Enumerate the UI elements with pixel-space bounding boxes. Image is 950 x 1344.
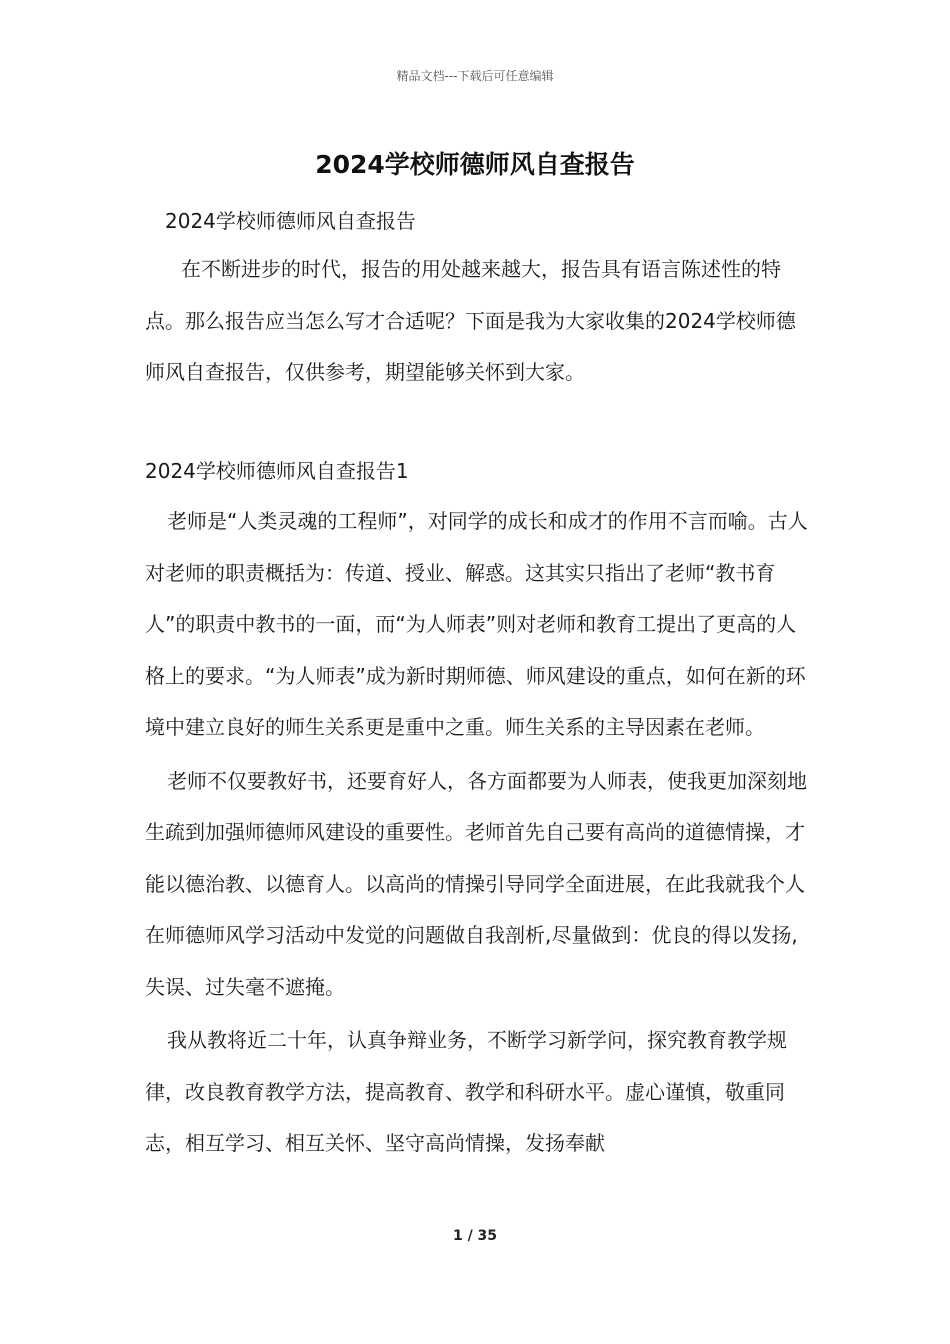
body-paragraph-3: 我从教将近二十年，认真争辩业务，不断学习新学问，探究教育教学规律，改良教育教学方法，提高教育、教学和科研水平。虚心谨慎，敬重同志，相互学习、相互关怀、坚守高尚情操，发扬奉献 — [145, 1028, 787, 1155]
body-paragraph-1: 老师是“人类灵魂的工程师”，对同学的成长和成才的作用不言而喻。古人对老师的职责概括为：传道、授业、解惑。这其实只指出了老师“教书育人”的职责中教书的一面，而“为人师表”则对老师和教育工提出了更高的人格上的要求。“为人师表”成为新时期师德、师风建设的重点，如何在新的环境中建立良好的师生关系更是重中之重。师生关系的主导因素在老师。 — [145, 509, 808, 739]
body-paragraphs — [145, 496, 815, 1172]
section-heading: 2024学校师德师风自查报告1 — [145, 459, 409, 483]
page-header: 精品文档---下载后可任意编辑 — [396, 69, 554, 83]
document-title: 2024学校师德师风自查报告 — [315, 150, 635, 179]
intro-paragraph: 在不断进步的时代，报告的用处越来越大，报告具有语言陈述性的特点。那么报告应当怎么写才合适呢？下面是我为大家收集的2024学校师德师风自查报告，仅供参考，期望能够关怀到大家。 — [145, 257, 796, 384]
body-paragraph-2: 老师不仅要教好书，还要育好人，各方面都要为人师表，使我更加深刻地生疏到加强师德师风建设的重要性。老师首先自己要有高尚的道德情操，才能以德治教、以德育人。以高尚的情操引导同学全面进展，在此我就我个人在师德师风学习活动中发觉的问题做自我剖析,尽量做到：优良的得以发扬,失误、过失毫不遮掩。 — [145, 768, 807, 999]
document-subtitle: 2024学校师德师风自查报告 — [165, 209, 416, 233]
page-number: 1 / 35 — [452, 1228, 498, 1244]
